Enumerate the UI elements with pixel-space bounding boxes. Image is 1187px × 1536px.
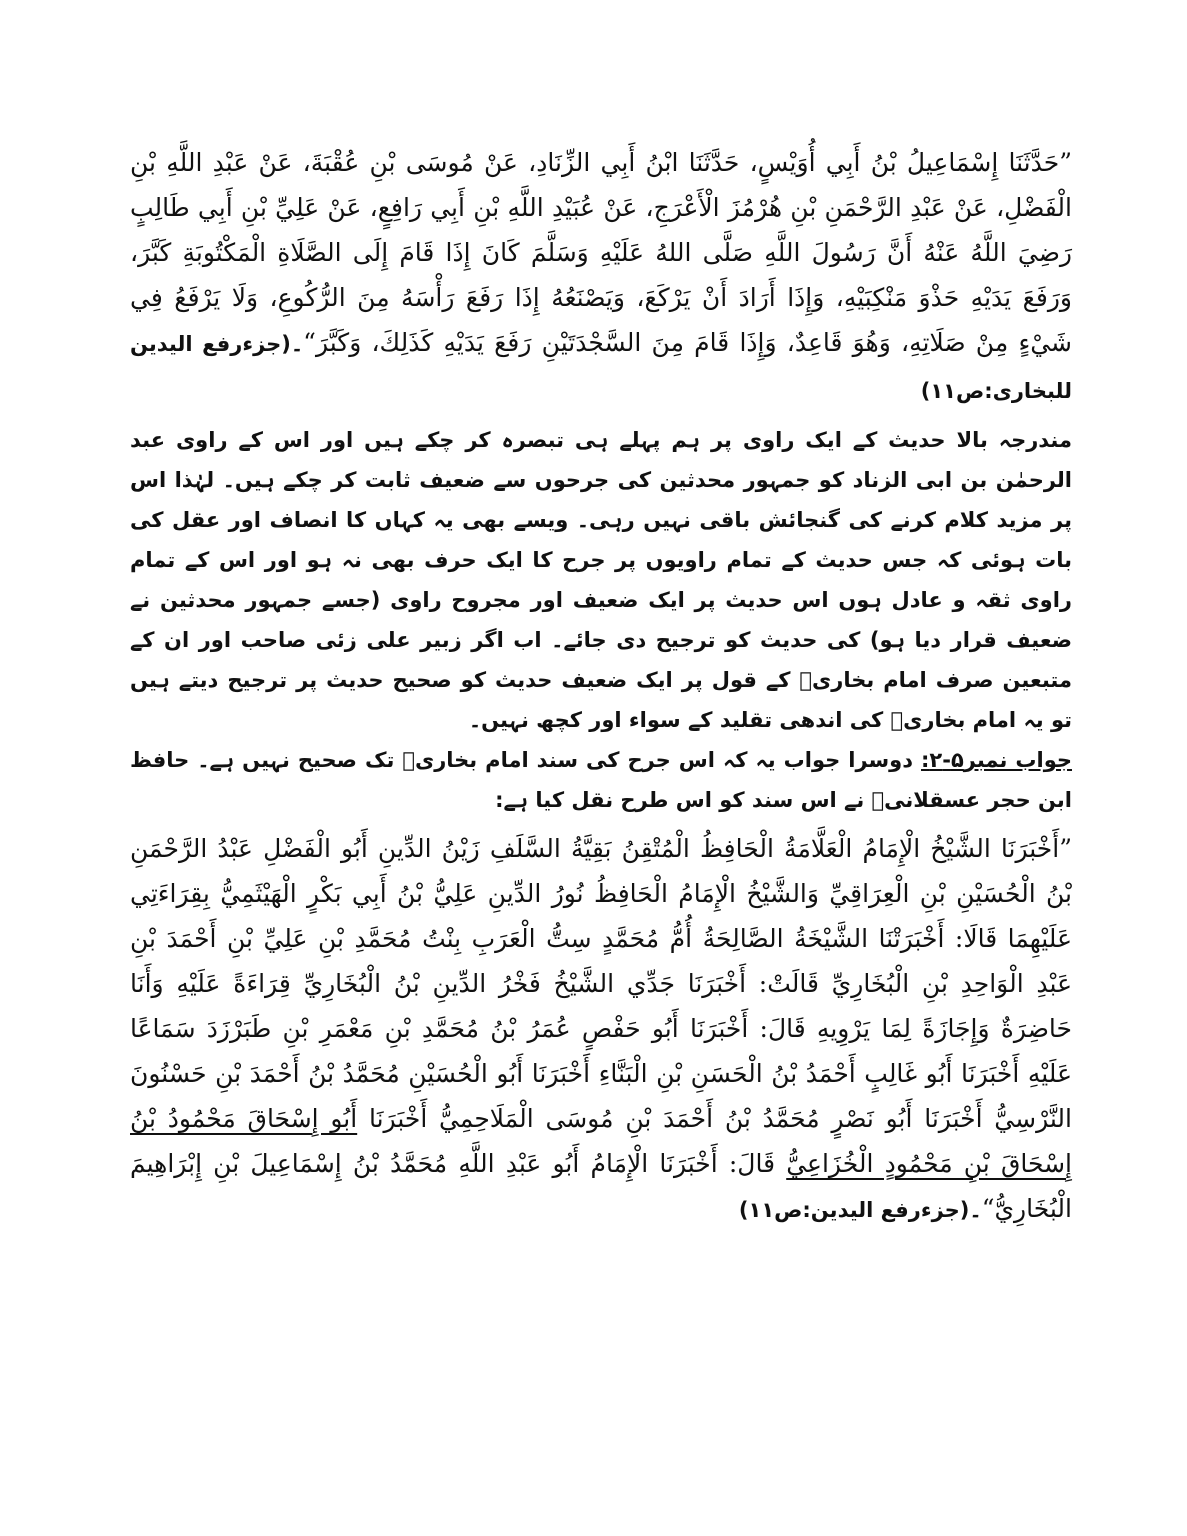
hadith-2-text-part1: ”أَخْبَرَنَا الشَّيْخُ الْإِمَامُ الْعَلَّامَةُ الْحَافِظُ الْمُتْقِنُ بَقِيَّةُ السَّلَفِ زَيْنُ الدِّينِ أَبُو الْفَضْلِ عَبْدُ الرَّحْمَنِ بْنُ الْحُسَيْنِ بْنِ الْعِرَاقِيِّ وَالشَّيْخُ الْإِمَامُ الْحَافِظُ نُورُ الدِّينِ عَلِيُّ بْنُ أَبِي بَكْرٍ الْهَيْثَمِيُّ بِقِرَاءَتِي عَلَيْهِمَا قَالَا: أَخْبَرَتْنَا الشَّيْخَةُ الصَّالِحَةُ أُمُّ مُحَمَّدٍ سِتُّ الْعَرَبِ بِنْتُ مُحَمَّدِ بْنِ عَلِيِّ بْنِ أَحْمَدَ بْنِ عَبْدِ الْوَاحِدِ بْنِ الْبُخَارِيِّ قَالَتْ: أَخْبَرَنَا جَدِّي الشَّيْخُ فَخْرُ الدِّينِ بْنُ الْبُخَارِيِّ قِرَاءَةً عَلَيْهِ وَأَنَا حَاضِرَةٌ وَإِجَازَةً لِمَا يَرْوِيهِ قَالَ: أَخْبَرَنَا أَبُو حَفْصٍ عُمَرُ بْنُ مُحَمَّدِ بْنِ مَعْمَرِ بْنِ طَبَرْزَدَ سَمَاعًا عَلَيْهِ أَخْبَرَنَا أَبُو غَالِبٍ أَحْمَدُ بْنُ الْحَسَنِ بْنِ الْبَنَّاءِ أَخْبَرَنَا أَبُو الْحُسَيْنِ مُحَمَّدُ بْنُ أَحْمَدَ بْنِ حَسْنُونَ النَّرْسِيُّ أَخْبَرَنَا أَبُو نَصْرٍ مُحَمَّدُ بْنُ أَحْمَدَ بْنِ مُوسَى الْمَلَاحِمِيُّ أَخْبَرَنَا — [130, 834, 1072, 1133]
hadith-1-reference: ۔(جزءرفع الیدین للبخاری:ص۱۱) — [130, 332, 1072, 403]
hadith-2-reference: ۔(جزءرفع الیدین:ص۱۱) — [738, 1198, 982, 1222]
document-page — [130, 140, 1072, 1233]
hadith-1-text: ”حَدَّثَنَا إِسْمَاعِيلُ بْنُ أَبِي أُوَيْسٍ، حَدَّثَنَا ابْنُ أَبِي الزِّنَادِ، عَنْ مُوسَى بْنِ عُقْبَةَ، عَنْ عَبْدِ اللَّهِ بْنِ الْفَضْلِ، عَنْ عَبْدِ الرَّحْمَنِ بْنِ هُرْمُزَ الْأَعْرَجِ، عَنْ عُبَيْدِ اللَّهِ بْنِ أَبِي رَافِعٍ، عَنْ عَلِيِّ بْنِ أَبِي طَالِبٍ رَضِيَ اللَّهُ عَنْهُ أَنَّ رَسُولَ اللَّهِ صَلَّى اللهُ عَلَيْهِ وَسَلَّمَ كَانَ إِذَا قَامَ إِلَى الصَّلَاةِ الْمَكْتُوبَةِ كَبَّرَ، وَرَفَعَ يَدَيْهِ حَذْوَ مَنْكِبَيْهِ، وَإِذَا أَرَادَ أَنْ يَرْكَعَ، وَيَصْنَعُهُ إِذَا رَفَعَ رَأْسَهُ مِنَ الرُّكُوعِ، وَلَا يَرْفَعُ فِي شَيْءٍ مِنْ صَلَاتِهِ، وَهُوَ قَاعِدٌ، وَإِذَا قَامَ مِنَ السَّجْدَتَيْنِ رَفَعَ يَدَيْهِ كَذَلِكَ، وَكَبَّرَ“ — [130, 148, 1072, 357]
hadith-2-underlined-narrator: أَبُو إِسْحَاقَ مَحْمُودُ بْنُ إِسْحَاقَ بْنِ مَحْمُودٍ الْخُزَاعِيُّ — [130, 1104, 1072, 1178]
hadith-2-text-part2: قَالَ: أَخْبَرَنَا الْإِمَامُ أَبُو عَبْدِ اللَّهِ مُحَمَّدُ بْنُ إِسْمَاعِيلَ بْنِ إِبْرَاهِيمَ الْبُخَارِيُّ“ — [130, 1149, 1072, 1223]
hadith-2-paragraph — [130, 826, 1072, 1233]
commentary-text: مندرجہ بالا حدیث کے ایک راوی پر ہم پہلے ہی تبصرہ کر چکے ہیں اور اس کے راوی عبد الرحمٰن بن ابی الزناد کو جمہور محدثین کی جرحوں سے ضعیف ثابت کر چکے ہیں۔ لہٰذا اس پر مزید کلام کرنے کی گنجائش باقی نہیں رہی۔ ویسے بھی یہ کہاں کا انصاف اور عقل کی بات ہوئی کہ جس حدیث کے تمام راویوں پر جرح کا ایک حرف بھی نہ ہو اور اس کے تمام راوی ثقہ و عادل ہوں اس حدیث پر ایک ضعیف اور مجروح راوی (جسے جمہور محدثین نے ضعیف قرار دیا ہو) کی حدیث کو ترجیح دی جائے۔ اب اگر زبیر علی زئی صاحب اور ان کے متبعین صرف امام بخاریؒ کے قول پر ایک ضعیف حدیث کو صحیح حدیث پر ترجیح دیتے ہیں تو یہ امام بخاریؒ کی اندھی تقلید کے سواء اور کچھ نہیں۔ — [130, 428, 1072, 732]
answer-paragraph — [130, 740, 1072, 820]
commentary-paragraph — [130, 420, 1072, 740]
answer-label: جواب نمبر۵-۲: — [921, 748, 1072, 772]
hadith-1-paragraph — [130, 140, 1072, 414]
answer-text: دوسرا جواب یہ کہ اس جرح کی سند امام بخاریؒ تک صحیح نہیں ہے۔ حافظ ابن حجر عسقلانیؒ نے اس سند کو اس طرح نقل کیا ہے: — [130, 748, 1072, 812]
